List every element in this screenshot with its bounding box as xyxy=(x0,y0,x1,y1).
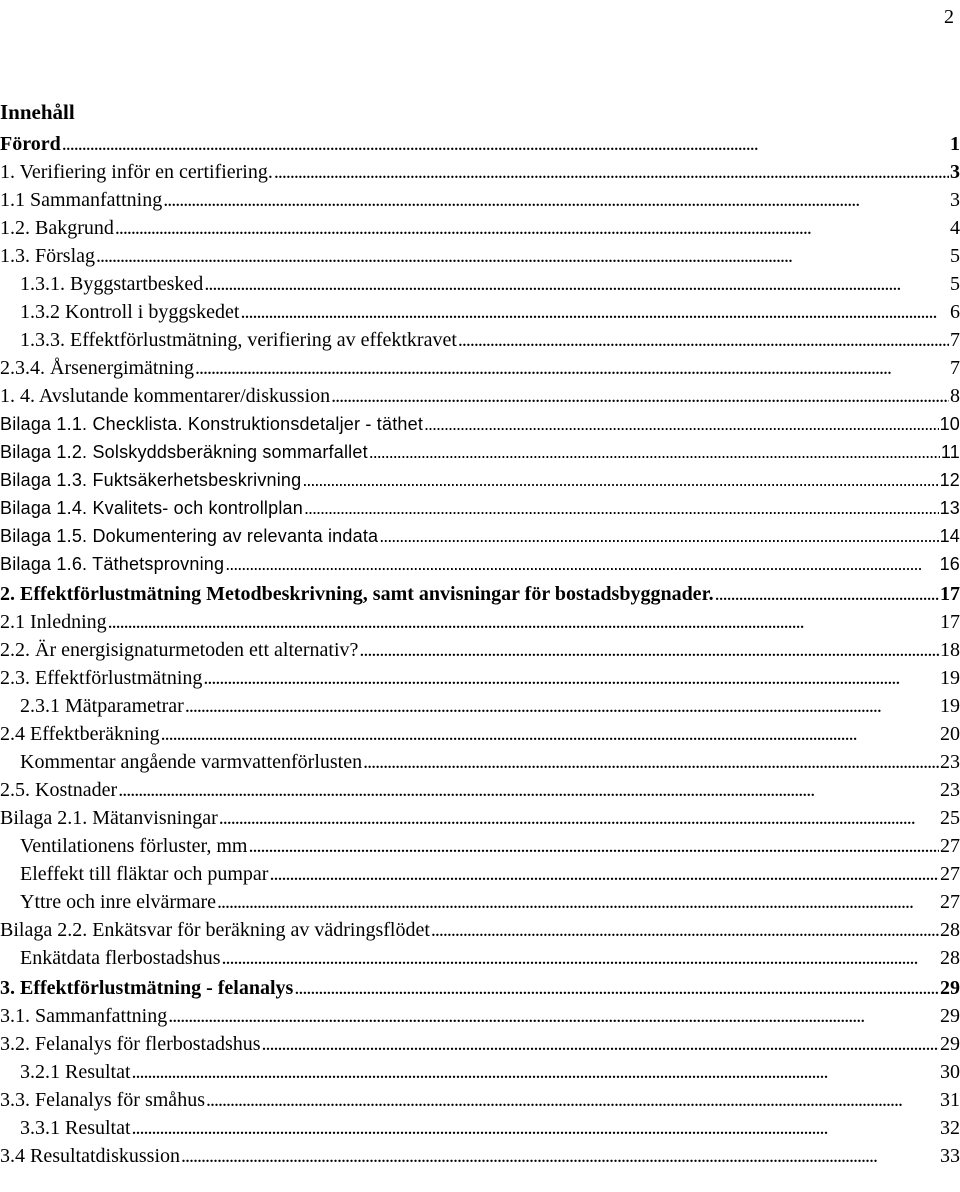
toc-entry-page: 3 xyxy=(950,189,960,211)
toc-entry[interactable] xyxy=(0,718,960,748)
toc-entry[interactable] xyxy=(0,464,960,494)
toc-entry-label: 2.2. Är energisignaturmetoden ett alternativ? xyxy=(0,639,359,661)
toc-entry-label: Bilaga 1.3. Fuktsäkerhetsbeskrivning xyxy=(0,470,302,490)
toc-entry[interactable] xyxy=(0,1000,960,1030)
toc-entry[interactable] xyxy=(0,578,960,608)
toc-entry[interactable] xyxy=(0,1028,960,1058)
toc-entry-page: 29 xyxy=(940,1033,960,1055)
toc-entry[interactable] xyxy=(0,662,960,692)
toc-entry-label: 3.3.1 Resultat xyxy=(20,1117,131,1139)
toc-entry-page: 7 xyxy=(950,329,960,351)
toc-leader-dots xyxy=(262,1031,939,1058)
toc-leader-dots xyxy=(379,523,938,550)
toc-entry-page: 4 xyxy=(950,217,960,239)
toc-entry-page: 31 xyxy=(940,1089,960,1111)
toc-entry-page: 27 xyxy=(940,891,960,913)
toc-leader-dots xyxy=(424,411,939,438)
toc-entry-label: 2.3.4. Årsenergimätning xyxy=(0,357,195,379)
toc-entry-label: 1. Verifiering inför en certifiering. xyxy=(0,161,273,183)
toc-entry-label: 2.3. Effektförlustmätning xyxy=(0,667,203,689)
toc-entry-page: 6 xyxy=(950,301,960,323)
toc-leader-dots xyxy=(168,1003,939,1030)
toc-entry[interactable] xyxy=(0,212,960,242)
toc-leader-dots xyxy=(203,665,939,692)
toc-entry[interactable] xyxy=(0,156,960,186)
toc-entry-label: 2.1 Inledning xyxy=(0,611,107,633)
toc-entry[interactable] xyxy=(20,324,960,354)
toc-entry-label: 1.2. Bakgrund xyxy=(0,217,114,239)
toc-entry-page: 29 xyxy=(940,1005,960,1027)
toc-entry-page: 28 xyxy=(940,947,960,969)
toc-leader-dots xyxy=(115,215,949,242)
toc-entry[interactable] xyxy=(0,634,960,664)
toc-entry-label: Bilaga 2.2. Enkätsvar för beräkning av vädringsflödet xyxy=(0,919,430,941)
toc-entry-page: 5 xyxy=(950,273,960,295)
toc-entry-page: 16 xyxy=(939,554,960,574)
toc-leader-dots xyxy=(715,581,939,608)
toc-entry[interactable] xyxy=(0,184,960,214)
toc-entry[interactable] xyxy=(20,1056,960,1086)
toc-entry-label: 3.3. Felanalys för småhus xyxy=(0,1089,205,1111)
toc-entry-label: Yttre och inre elvärmare xyxy=(20,891,217,913)
toc-leader-dots xyxy=(240,299,949,326)
toc-entry-label: Bilaga 1.1. Checklista. Konstruktionsdetaljer - täthet xyxy=(0,414,424,434)
toc-entry-page: 12 xyxy=(939,470,960,490)
toc-entry-page: 27 xyxy=(940,835,960,857)
toc-leader-dots xyxy=(359,637,939,664)
toc-entry-label: 3. Effektförlustmätning - felanalys xyxy=(0,977,294,999)
toc-leader-dots xyxy=(108,609,939,636)
toc-entry-label: Förord xyxy=(0,133,61,155)
toc-entry[interactable] xyxy=(20,746,960,776)
toc-entry[interactable] xyxy=(0,802,960,832)
toc-leader-dots xyxy=(163,187,949,214)
toc-entry-page: 11 xyxy=(940,442,960,462)
toc-entry-page: 28 xyxy=(940,919,960,941)
toc-entry-label: 2.3.1 Mätparametrar xyxy=(20,695,184,717)
toc-leader-dots xyxy=(161,721,939,748)
toc-entry[interactable] xyxy=(0,520,960,550)
toc-entry-page: 29 xyxy=(940,977,960,999)
toc-entry[interactable] xyxy=(20,830,960,860)
toc-entry-page: 18 xyxy=(940,639,960,661)
toc-entry-page: 8 xyxy=(950,385,960,407)
toc-leader-dots xyxy=(132,1115,939,1142)
toc-leader-dots xyxy=(458,327,949,354)
toc-entry-page: 23 xyxy=(940,779,960,801)
toc-leader-dots xyxy=(274,159,949,186)
toc-entry-page: 17 xyxy=(940,583,960,605)
toc-leader-dots xyxy=(294,975,939,1002)
toc-entry-label: 1.3.2 Kontroll i byggskedet xyxy=(20,301,240,323)
toc-entry[interactable] xyxy=(0,1140,960,1170)
toc-entry[interactable] xyxy=(0,380,960,410)
toc-leader-dots xyxy=(369,439,940,466)
toc-entry-label: Ventilationens förluster, mm xyxy=(20,835,248,857)
toc-leader-dots xyxy=(217,889,939,916)
toc-entry-page: 32 xyxy=(940,1117,960,1139)
toc-entry-label: Bilaga 1.5. Dokumentering av relevanta indata xyxy=(0,526,379,546)
toc-leader-dots xyxy=(206,1087,939,1114)
toc-leader-dots xyxy=(302,467,938,494)
toc-leader-dots xyxy=(225,551,938,578)
toc-entry[interactable] xyxy=(0,774,960,804)
toc-entry[interactable] xyxy=(20,886,960,916)
toc-leader-dots xyxy=(181,1143,939,1170)
toc-entry-label: 3.2.1 Resultat xyxy=(20,1061,131,1083)
toc-leader-dots xyxy=(222,945,940,972)
toc-heading: Innehåll xyxy=(0,100,75,124)
toc-entry[interactable] xyxy=(20,942,960,972)
toc-entry-page: 10 xyxy=(939,414,960,434)
toc-entry-page: 20 xyxy=(940,723,960,745)
toc-entry[interactable] xyxy=(0,128,960,158)
toc-entry[interactable] xyxy=(0,492,960,522)
toc-entry-label: 1.3.1. Byggstartbesked xyxy=(20,273,204,295)
toc-entry-label: 1.3. Förslag xyxy=(0,245,95,267)
toc-entry-label: 3.4 Resultatdiskussion xyxy=(0,1145,181,1167)
toc-leader-dots xyxy=(118,777,939,804)
toc-entry-page: 1 xyxy=(950,133,960,155)
toc-entry-label: 1.3.3. Effektförlustmätning, verifiering av effektkravet xyxy=(20,329,457,351)
toc-entry[interactable] xyxy=(20,296,960,326)
toc-entry-page: 5 xyxy=(950,245,960,267)
toc-entry-label: Kommentar angående varmvattenförlusten xyxy=(20,751,363,773)
toc-entry[interactable] xyxy=(0,1084,960,1114)
toc-entry[interactable] xyxy=(0,972,960,1002)
toc-leader-dots xyxy=(62,131,949,158)
toc-entry[interactable] xyxy=(20,268,960,298)
toc-leader-dots xyxy=(304,495,939,522)
toc-entry-page: 19 xyxy=(940,667,960,689)
toc-entry[interactable] xyxy=(0,606,960,636)
page-number: 2 xyxy=(944,6,954,28)
toc-entry[interactable] xyxy=(20,1112,960,1142)
toc-entry[interactable] xyxy=(0,914,960,944)
toc-entry-page: 27 xyxy=(940,863,960,885)
toc-leader-dots xyxy=(204,271,949,298)
toc-leader-dots xyxy=(185,693,939,720)
toc-entry-label: Bilaga 1.2. Solskyddsberäkning sommarfallet xyxy=(0,442,368,462)
toc-entry[interactable] xyxy=(20,690,960,720)
toc-leader-dots xyxy=(249,833,940,860)
toc-entry-label: Eleffekt till fläktar och pumpar xyxy=(20,863,269,885)
toc-entry[interactable] xyxy=(0,548,960,578)
toc-entry-label: 3.2. Felanalys för flerbostadshus xyxy=(0,1033,261,1055)
toc-leader-dots xyxy=(219,805,939,832)
toc-entry[interactable] xyxy=(0,436,960,466)
toc-entry-page: 23 xyxy=(940,751,960,773)
toc-entry-page: 14 xyxy=(939,526,960,546)
toc-entry-label: 2.4 Effektberäkning xyxy=(0,723,160,745)
toc-entry-page: 25 xyxy=(940,807,960,829)
toc-entry-label: Bilaga 1.6. Täthetsprovning xyxy=(0,554,225,574)
toc-leader-dots xyxy=(331,383,949,410)
toc-entry-page: 30 xyxy=(940,1061,960,1083)
toc-entry-page: 19 xyxy=(940,695,960,717)
toc-entry-label: Enkätdata flerbostadshus xyxy=(20,947,221,969)
toc-entry-page: 7 xyxy=(950,357,960,379)
toc-leader-dots xyxy=(132,1059,939,1086)
toc-entry-label: Bilaga 2.1. Mätanvisningar xyxy=(0,807,218,829)
toc-leader-dots xyxy=(269,861,939,888)
toc-entry-label: 3.1. Sammanfattning xyxy=(0,1005,168,1027)
toc-entry[interactable] xyxy=(20,858,960,888)
toc-entry[interactable] xyxy=(0,352,960,382)
toc-entry-page: 33 xyxy=(940,1145,960,1167)
toc-entry-label: 1. 4. Avslutande kommentarer/diskussion xyxy=(0,385,331,407)
toc-leader-dots xyxy=(363,749,939,776)
toc-entry-label: 2.5. Kostnader xyxy=(0,779,118,801)
toc-entry-page: 13 xyxy=(939,498,960,518)
toc-entry-label: Bilaga 1.4. Kvalitets- och kontrollplan xyxy=(0,498,303,518)
toc-leader-dots xyxy=(96,243,949,270)
toc-entry[interactable] xyxy=(0,408,960,438)
toc-entry[interactable] xyxy=(0,240,960,270)
toc-entry-label: 2. Effektförlustmätning Metodbeskrivning, samt anvisningar för bostadsbyggnader. xyxy=(0,583,714,605)
toc-entry-page: 3 xyxy=(950,161,960,183)
toc-leader-dots xyxy=(195,355,949,382)
toc-leader-dots xyxy=(431,917,939,944)
toc-entry-page: 17 xyxy=(940,611,960,633)
toc-entry-label: 1.1 Sammanfattning xyxy=(0,189,163,211)
